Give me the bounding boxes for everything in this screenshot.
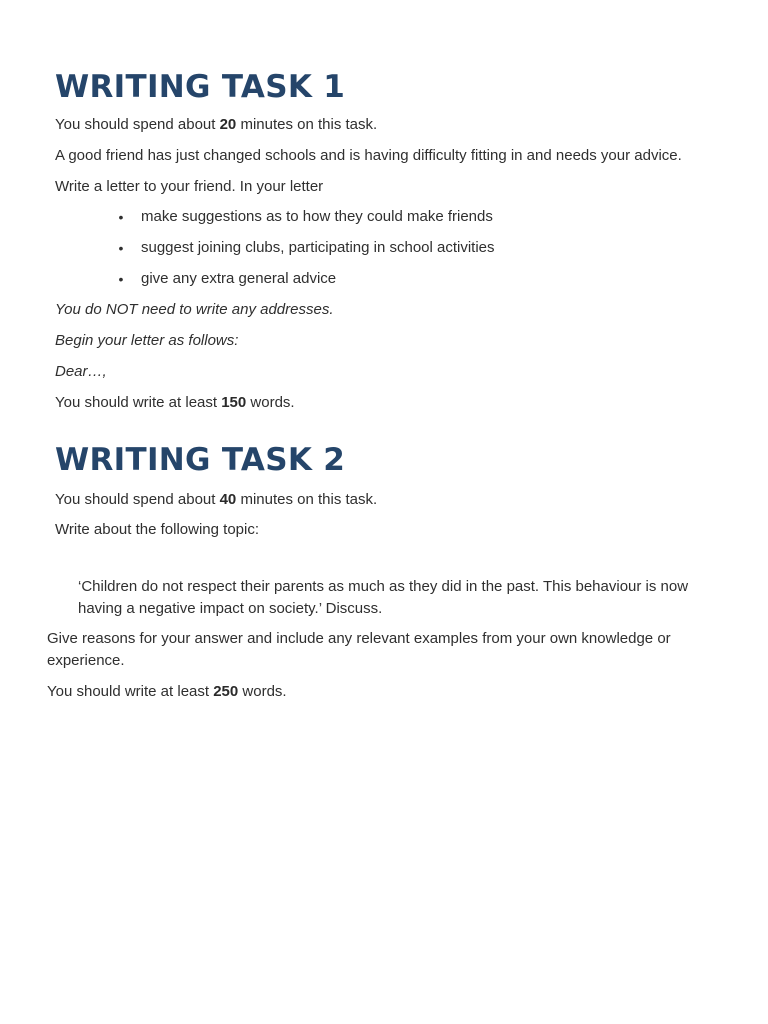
task1-time-value: 20 [219, 116, 237, 133]
task1-bullet-text: make suggestions as to how they could make friends [141, 208, 493, 225]
task1-time-post: minutes on this task. [236, 116, 378, 133]
task1-words-post: words. [246, 394, 295, 411]
bullet-icon: • [118, 271, 124, 287]
task1-situation: A good friend has just changed schools and is having difficulty fitting in and needs your advice. [55, 147, 682, 164]
task2-time-pre: You should spend about [55, 491, 220, 508]
task1-instruction: Write a letter to your friend. In your letter [55, 178, 324, 195]
task1-words-value: 150 [221, 394, 247, 411]
task2-time-post: minutes on this task. [236, 491, 378, 508]
bullet-icon: • [118, 240, 124, 256]
task2-words-pre: You should write at least [47, 683, 214, 700]
task1-heading: WRITING TASK 1 [55, 69, 346, 105]
bullet-icon: • [118, 209, 124, 225]
task2-words-post: words. [238, 683, 287, 700]
task1-word-count [55, 393, 295, 413]
task1-time-pre: You should spend about [55, 116, 220, 133]
task2-topic-quote: ‘Children do not respect their parents as much as they did in the past. This behaviour is now having a negative impact on society.’ Discuss. [78, 578, 689, 617]
task2-words-value: 250 [213, 683, 239, 700]
task2-reasons: Give reasons for your answer and include any relevant examples from your own knowledge or experience. [47, 630, 671, 669]
task2-time-instruction [55, 490, 377, 510]
task1-words-pre: You should write at least [55, 394, 222, 411]
task2-time-value: 40 [219, 491, 237, 508]
task1-begin-note: Begin your letter as follows: [55, 332, 239, 349]
task1-bullet-text: suggest joining clubs, participating in school activities [141, 239, 495, 256]
task1-salutation: Dear…, [55, 363, 107, 380]
task2-topic-intro: Write about the following topic: [55, 521, 260, 538]
task2-heading: WRITING TASK 2 [55, 442, 346, 478]
task1-time-instruction [55, 115, 377, 135]
task2-word-count [47, 682, 287, 702]
task1-no-address-note: You do NOT need to write any addresses. [55, 301, 334, 318]
task1-bullet-text: give any extra general advice [141, 270, 337, 287]
